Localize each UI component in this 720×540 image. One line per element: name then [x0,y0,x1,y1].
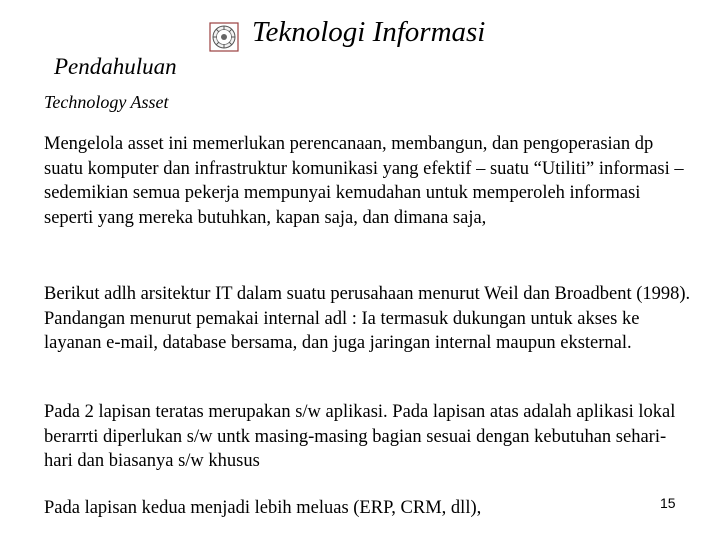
paragraph-asset-management: Mengelola asset ini memerlukan perencanaan, membangun, dan pengoperasian dp suatu komputer dan infrastruktur komunikasi yang efektif – suatu “Utiliti” informasi – sedemikian semua pekerja mempunyai kemudahan untuk memperoleh informasi seperti yang mereka butuhkan, kapan saja, dan dimana saja, [44,134,684,228]
paragraph-second-layer: Pada lapisan kedua menjadi lebih meluas (ERP, CRM, dll), [44,498,482,518]
university-seal-icon [209,22,239,52]
slide-title: Teknologi Informasi [252,16,486,48]
section-title: Pendahuluan [54,54,177,79]
paragraph-application-layers: Pada 2 lapisan teratas merupakan s/w aplikasi. Pada lapisan atas adalah aplikasi lokal berarrti diperlukan s/w untk masing-masing bagian sesuai dengan kebutuhan sehari-hari dan biasanya s/w khusus [44,402,676,471]
section-subtitle: Technology Asset [44,92,169,112]
page-number: 15 [660,495,676,511]
paragraph-it-architecture: Berikut adlh arsitektur IT dalam suatu perusahaan menurut Weil dan Broadbent (1998). Pandangan menurut pemakai internal adl : Ia termasuk dukungan untuk akses ke layanan e-mail, database bersama, dan juga jaringan internal maupun eksternal. [44,284,691,353]
